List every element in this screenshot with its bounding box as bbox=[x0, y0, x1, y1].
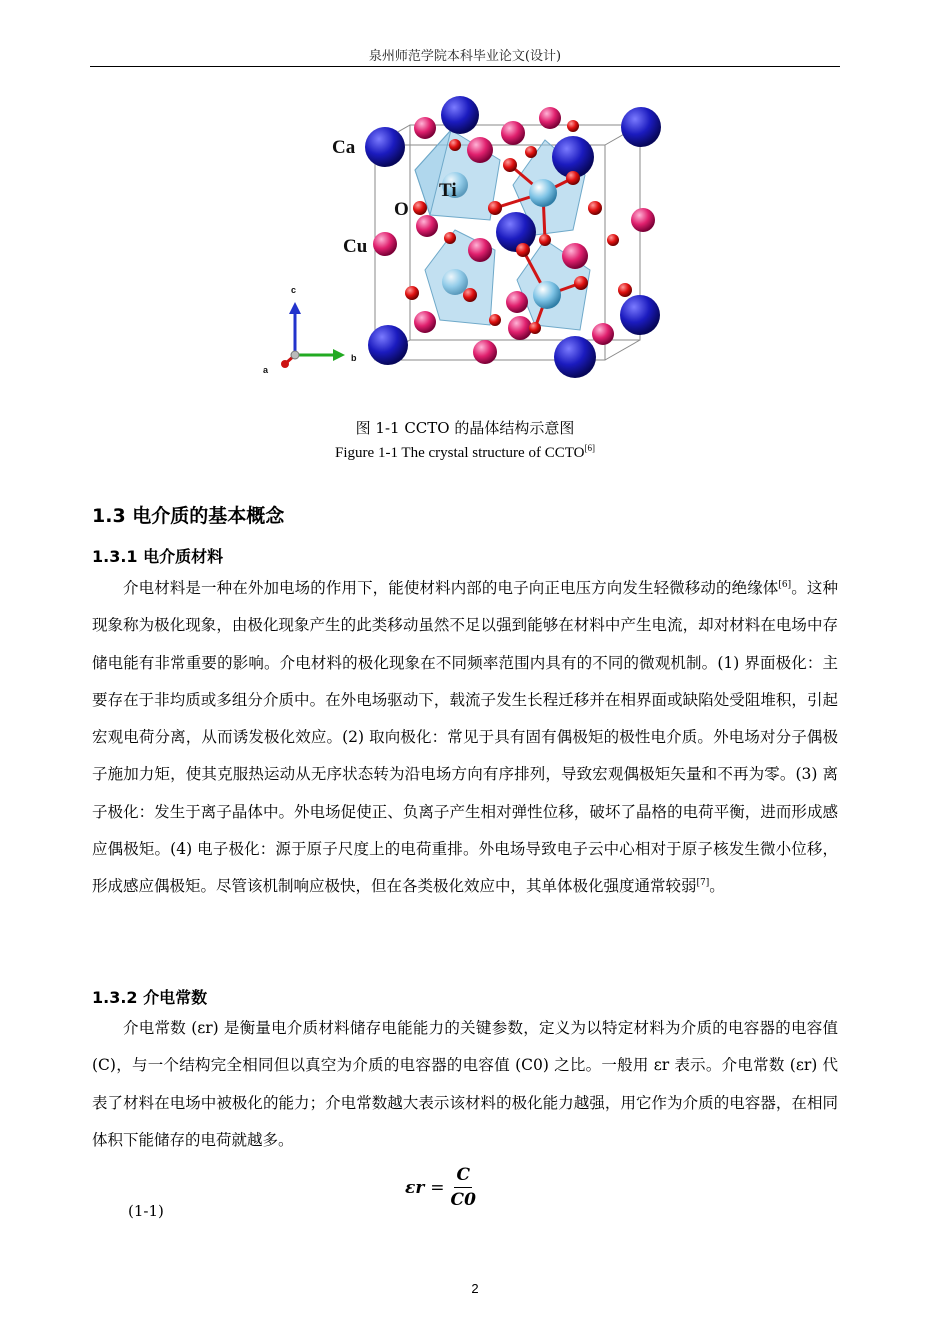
figure-caption-ref: [6] bbox=[584, 443, 595, 453]
para1-part-b: 。这种现象称为极化现象，由极化现象产生的此类移动虽然不足以强到能够在材料中产生电流，却对材料在电场中存储电能有非常重要的影响。介电材料的极化现象在不同频率范围内具有的不同的微观机制。(1) 界面极化：主要存在于非均质或多组分介质中。在外电场驱动下，载流子发生长程迁移并在相界面或缺陷处受阻堆积，引起宏观电荷分离，从而诱发极化效应。(2) 取向极化：常见于具有固有偶极矩的极性电介质。外电场对分子偶极子施加力矩，使其克服热运动从无序状态转为沿电场方向有序排列，导致宏观偶极矩矢量和不再为零。(3) 离子极化：发生于离子晶体中。外电场促使正、负离子产生相对弹性位移，破坏了晶格的电荷平衡，进而形成感应偶极矩。(4) 电子极化：源于原子尺度上的电荷重排。外电场导致电子云中心相对于原子核发生微小位移，形成感应偶极矩。尽管该机制响应极快，但在各类极化效应中，其单体极化强度通常较弱 bbox=[92, 579, 838, 896]
label-cu: Cu bbox=[343, 236, 368, 257]
axis-label-c: c bbox=[291, 285, 297, 295]
para1-ref-1: [6] bbox=[778, 579, 792, 590]
equation-1-1 bbox=[405, 1165, 476, 1210]
axis-triad bbox=[263, 285, 357, 375]
crystal-structure-illustration bbox=[255, 90, 685, 390]
crystal-structure-figure bbox=[255, 90, 685, 390]
figure-caption-zh: 图 1-1 CCTO 的晶体结构示意图 bbox=[355, 419, 575, 437]
equation-equals: = bbox=[430, 1177, 445, 1198]
para1-ref-2: [7] bbox=[696, 878, 710, 889]
equation-numerator: C bbox=[454, 1165, 472, 1188]
section-heading: 1.3 电介质的基本概念 bbox=[92, 505, 285, 527]
figure-caption-en bbox=[90, 443, 840, 462]
figure-caption-en-text: Figure 1-1 The crystal structure of CCTO bbox=[335, 445, 585, 461]
page-number: 2 bbox=[471, 1281, 479, 1296]
paragraph-dielectric-constant: 介电常数 (εr) 是衡量电介质材料储存电能能力的关键参数，定义为以特定材料为介质的电容器的电容值 (C)，与一个结构完全相同但以真空为介质的电容器的电容值 (C0) 之比。一般用 εr 表示。介电常数 (εr) 代表了材料在电场中被极化的能力；介电常数越大表示该材料的极化能力越强，用它作为介质的电容器，在相同体积下能储存的电荷就越多。 bbox=[92, 1019, 838, 1149]
para1-part-a: 介电材料是一种在外加电场的作用下，能使材料内部的电子向正电压方向发生轻微移动的绝缘体 bbox=[123, 579, 779, 597]
equation-denominator: C0 bbox=[450, 1190, 476, 1210]
label-o: O bbox=[394, 199, 409, 220]
para1-part-c: 。 bbox=[709, 877, 725, 896]
paragraph-dielectric-materials bbox=[92, 570, 838, 906]
label-ti: Ti bbox=[439, 180, 457, 201]
header-rule bbox=[90, 66, 840, 67]
axis-label-a: a bbox=[263, 365, 269, 375]
label-ca: Ca bbox=[332, 137, 356, 158]
equation-number: (1-1) bbox=[128, 1202, 164, 1220]
axis-label-b: b bbox=[351, 353, 357, 363]
subsection-heading-1: 1.3.1 电介质材料 bbox=[92, 547, 224, 566]
equation-fraction bbox=[451, 1165, 476, 1210]
equation-lhs: εr bbox=[405, 1177, 425, 1198]
page-header: 泉州师范学院本科毕业论文(设计) bbox=[368, 49, 562, 64]
subsection-heading-2: 1.3.2 介电常数 bbox=[92, 988, 208, 1007]
